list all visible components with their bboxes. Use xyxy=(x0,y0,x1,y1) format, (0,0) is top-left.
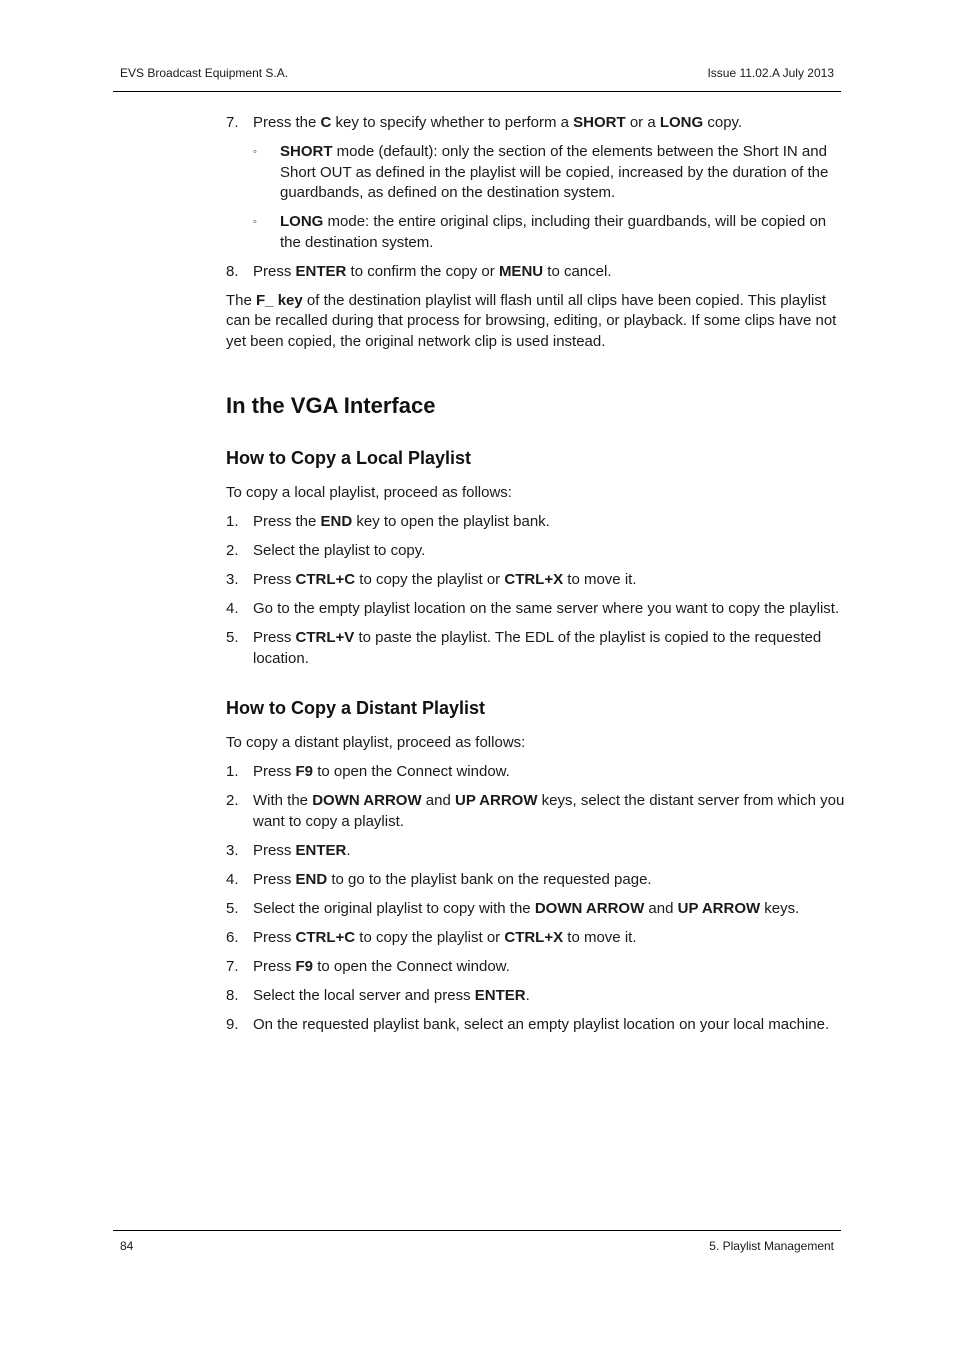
text-run: Press the xyxy=(253,513,321,530)
distant-steps xyxy=(226,762,846,1035)
step-item xyxy=(226,791,846,832)
text-run: to open the Connect window. xyxy=(313,763,510,780)
text-run: copy. xyxy=(703,114,743,131)
bullet-icon: ◦ xyxy=(253,146,257,158)
text-run: Go to the empty playlist location on the same server where you want to copy the playlist. xyxy=(253,600,840,617)
text-run: . xyxy=(525,986,530,1004)
header-issue: Issue 11.02.A July 2013 xyxy=(707,66,834,80)
text-run: of the destination playlist will flash until all clips have been copied. This playlist can be recalled during that process for browsing, editing, or playback. If some clips have not yet been copied, the original network clip is used instead. xyxy=(226,291,837,350)
key-term: MENU xyxy=(498,262,544,280)
step-number: 4. xyxy=(226,870,239,888)
text-run: Press xyxy=(253,928,296,946)
text-run: key to open the playlist bank. xyxy=(352,513,550,530)
local-steps xyxy=(226,512,846,669)
key-term: SHORT xyxy=(280,143,333,160)
text-run: to move it. xyxy=(563,571,637,588)
step-item xyxy=(226,628,846,669)
page-content xyxy=(226,113,846,1044)
page-footer xyxy=(113,1230,841,1253)
step-item xyxy=(226,870,846,891)
text-run: Select the original playlist to copy with the xyxy=(253,899,535,917)
text-run: to move it. xyxy=(563,928,637,946)
page-header xyxy=(113,66,841,92)
key-term: UP ARROW xyxy=(455,792,538,809)
step-item xyxy=(226,957,846,978)
step-number: 5. xyxy=(226,899,239,917)
step-item xyxy=(226,841,846,862)
text-run: Press the xyxy=(253,114,321,131)
key-term: END xyxy=(320,513,353,530)
text-run: mode (default): only the section of the elements between the Short IN and Short OUT as defined in the playlist will be copied, increased by the duration of the guardbands, as defined on the destination system. xyxy=(280,143,829,201)
step-number: 3. xyxy=(226,571,239,588)
step-item xyxy=(226,512,846,533)
key-term: CTRL+C xyxy=(295,571,356,588)
text-run: keys, select the distant server from which you want to copy a playlist. xyxy=(253,792,845,830)
text-run: to go to the playlist bank on the requested page. xyxy=(327,870,652,888)
text-run: to cancel. xyxy=(543,262,612,280)
text-run: keys. xyxy=(760,899,800,917)
bullet-item xyxy=(226,212,846,253)
step-item xyxy=(226,570,846,591)
chapter-title: 5. Playlist Management xyxy=(709,1239,834,1253)
text-run: Press xyxy=(253,629,296,646)
text-run: . xyxy=(346,841,351,859)
text-run: With the xyxy=(253,792,313,809)
step-number: 1. xyxy=(226,763,239,780)
key-term: CTRL+X xyxy=(504,928,564,946)
top-steps xyxy=(226,113,846,134)
step-number: 4. xyxy=(226,600,239,617)
step-item xyxy=(226,599,846,620)
key-term: ENTER xyxy=(295,262,347,280)
key-term: UP ARROW xyxy=(677,899,761,917)
page-number: 84 xyxy=(120,1239,134,1253)
text-run: The xyxy=(226,291,257,309)
step-number: 7. xyxy=(226,114,239,131)
local-heading: How to Copy a Local Playlist xyxy=(226,448,472,468)
step-item xyxy=(226,928,846,949)
step-number: 6. xyxy=(226,928,239,946)
header-company: EVS Broadcast Equipment S.A. xyxy=(120,66,289,80)
bullet-icon: ◦ xyxy=(253,216,257,228)
mode-bullets xyxy=(226,142,846,253)
step-item xyxy=(226,986,846,1007)
text-run: and xyxy=(421,792,455,809)
key-term: CTRL+C xyxy=(295,928,356,946)
text-run: to confirm the copy or xyxy=(346,262,499,280)
step-8 xyxy=(226,262,846,283)
text-run: Select the playlist to copy. xyxy=(253,542,426,559)
text-run: key to specify whether to perform a xyxy=(331,114,574,131)
step-item xyxy=(226,113,846,134)
text-run: Press xyxy=(253,763,296,780)
key-term: F_ key xyxy=(256,291,303,309)
step-item xyxy=(226,1015,846,1036)
text-run: or a xyxy=(625,114,660,131)
key-term: C xyxy=(320,114,332,131)
step-number: 5. xyxy=(226,629,239,646)
text-run: to copy the playlist or xyxy=(355,571,505,588)
key-term: F9 xyxy=(295,763,314,780)
distant-heading: How to Copy a Distant Playlist xyxy=(226,698,486,718)
step-number: 3. xyxy=(226,841,239,859)
text-run: to open the Connect window. xyxy=(313,957,510,975)
text-run: to paste the playlist. The EDL of the playlist is copied to the requested location. xyxy=(253,629,822,667)
key-term: ENTER xyxy=(295,841,347,859)
key-term: CTRL+V xyxy=(295,629,355,646)
distant-intro: To copy a distant playlist, proceed as follows: xyxy=(226,734,526,751)
text-run: Press xyxy=(253,870,296,888)
key-term: LONG xyxy=(659,114,704,131)
text-run: Press xyxy=(253,571,296,588)
step-item xyxy=(226,762,846,783)
bullet-item xyxy=(226,142,846,204)
text-run: to copy the playlist or xyxy=(355,928,505,946)
step-number: 8. xyxy=(226,986,239,1004)
key-term: DOWN ARROW xyxy=(312,792,422,809)
text-run: Select the local server and press xyxy=(253,986,475,1004)
step-number: 8. xyxy=(226,262,239,280)
text-run: On the requested playlist bank, select an empty playlist location on your local machine. xyxy=(253,1015,830,1033)
step-item xyxy=(226,262,846,283)
step-number: 2. xyxy=(226,542,239,559)
text-run: mode: the entire original clips, including their guardbands, will be copied on the destination system. xyxy=(280,213,827,251)
local-intro: To copy a local playlist, proceed as follows: xyxy=(226,484,512,501)
step-number: 2. xyxy=(226,792,239,809)
f-key-note xyxy=(226,291,846,353)
key-term: F9 xyxy=(295,957,314,975)
text-run: Press xyxy=(253,841,296,859)
step-item xyxy=(226,899,846,920)
step-number: 7. xyxy=(226,957,239,975)
step-number: 9. xyxy=(226,1015,239,1033)
section-title: In the VGA Interface xyxy=(226,393,436,418)
text-run: Press xyxy=(253,957,296,975)
key-term: CTRL+X xyxy=(504,571,564,588)
text-run: Press xyxy=(253,262,296,280)
key-term: END xyxy=(295,870,328,888)
key-term: SHORT xyxy=(573,114,626,131)
text-run: and xyxy=(644,899,678,917)
key-term: LONG xyxy=(280,213,324,230)
step-item xyxy=(226,541,846,562)
step-number: 1. xyxy=(226,513,239,530)
key-term: ENTER xyxy=(474,986,526,1004)
key-term: DOWN ARROW xyxy=(534,899,645,917)
